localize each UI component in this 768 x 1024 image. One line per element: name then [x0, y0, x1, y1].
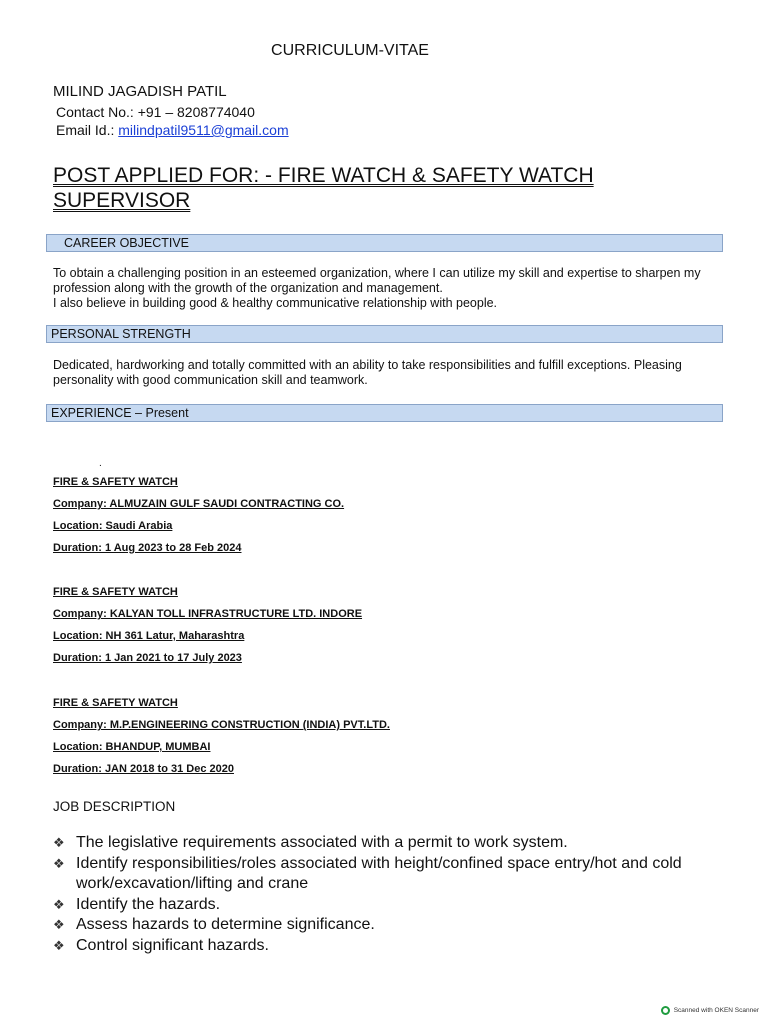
- email-link[interactable]: milindpatil9511@gmail.com: [118, 122, 289, 138]
- list-item-text: Identify responsibilities/roles associated with height/confined space entry/hot and cold work/excavation/lifting and crane: [76, 854, 682, 892]
- career-paragraph-2: I also believe in building good & healthy communicative relationship with people.: [53, 296, 498, 310]
- section-experience: [46, 404, 723, 422]
- post-line-1: POST APPLIED FOR: - FIRE WATCH & SAFETY WATCH: [53, 164, 594, 187]
- section-label: PERSONAL STRENGTH: [51, 327, 191, 341]
- scanner-text: Scanned with OKEN Scanner: [673, 1007, 759, 1014]
- document-title: CURRICULUM-VITAE: [271, 42, 429, 59]
- job-description-heading: JOB DESCRIPTION: [53, 799, 176, 814]
- personal-strength-text: Dedicated, hardworking and totally committed with an ability to take responsibilities and fulfill exceptions. Pleasing personality with good communication skill and teamwork.: [53, 358, 682, 387]
- list-item: [53, 936, 733, 957]
- job-duration: Duration: 1 Jan 2021 to 17 July 2023: [53, 652, 242, 664]
- section-label: EXPERIENCE – Present: [51, 406, 189, 420]
- list-item: [53, 915, 733, 936]
- job-location: Location: BHANDUP, MUMBAI: [53, 741, 211, 753]
- scanner-watermark: [661, 1006, 759, 1015]
- diamond-bullet-icon: ❖: [53, 896, 65, 912]
- list-item-text: Assess hazards to determine significance.: [76, 916, 375, 933]
- scanner-logo-icon: [661, 1006, 670, 1015]
- list-item: [53, 895, 733, 916]
- post-applied-heading: [53, 163, 673, 213]
- job-entry: [53, 581, 362, 669]
- list-item-text: The legislative requirements associated with a permit to work system.: [76, 834, 568, 851]
- email-label: Email Id.:: [56, 122, 119, 138]
- diamond-bullet-icon: ❖: [53, 917, 65, 932]
- job-location: Location: NH 361 Latur, Maharashtra: [53, 630, 245, 642]
- diamond-bullet-icon: ❖: [53, 855, 65, 871]
- diamond-bullet-icon: ❖: [53, 835, 65, 850]
- job-company: Company: KALYAN TOLL INFRASTRUCTURE LTD. INDORE: [53, 608, 363, 620]
- job-description-list: [53, 833, 733, 956]
- job-title: FIRE & SAFETY WATCH: [53, 476, 178, 488]
- list-item-text: Identify the hazards.: [76, 895, 221, 913]
- career-paragraph-1: To obtain a challenging position in an esteemed organization, where I can utilize my skill and expertise to sharpen my profession along with the growth of the organization and management.: [53, 266, 701, 295]
- job-duration: Duration: JAN 2018 to 31 Dec 2020: [53, 763, 234, 775]
- job-entry: [53, 692, 390, 780]
- email-line: [56, 122, 289, 138]
- contact-number: Contact No.: +91 – 8208774040: [56, 104, 255, 120]
- list-item-text: Control significant hazards.: [76, 936, 269, 954]
- job-duration: Duration: 1 Aug 2023 to 28 Feb 2024: [53, 542, 242, 554]
- section-career-objective: [46, 234, 723, 252]
- job-title: FIRE & SAFETY WATCH: [53, 697, 178, 709]
- stray-dot: .: [99, 458, 102, 469]
- list-item: [53, 833, 733, 854]
- section-personal-strength: [46, 325, 723, 343]
- candidate-name: MILIND JAGADISH PATIL: [53, 83, 227, 100]
- list-item: [53, 854, 733, 895]
- job-title: FIRE & SAFETY WATCH: [53, 586, 178, 598]
- diamond-bullet-icon: ❖: [53, 937, 65, 953]
- job-company: Company: M.P.ENGINEERING CONSTRUCTION (INDIA) PVT.LTD.: [53, 719, 390, 731]
- job-company: Company: ALMUZAIN GULF SAUDI CONTRACTING CO.: [53, 498, 345, 510]
- job-entry: [53, 471, 344, 559]
- post-line-2: SUPERVISOR: [53, 189, 191, 212]
- career-objective-text: [53, 266, 723, 311]
- job-location: Location: Saudi Arabia: [53, 520, 173, 532]
- section-label: CAREER OBJECTIVE: [64, 236, 190, 250]
